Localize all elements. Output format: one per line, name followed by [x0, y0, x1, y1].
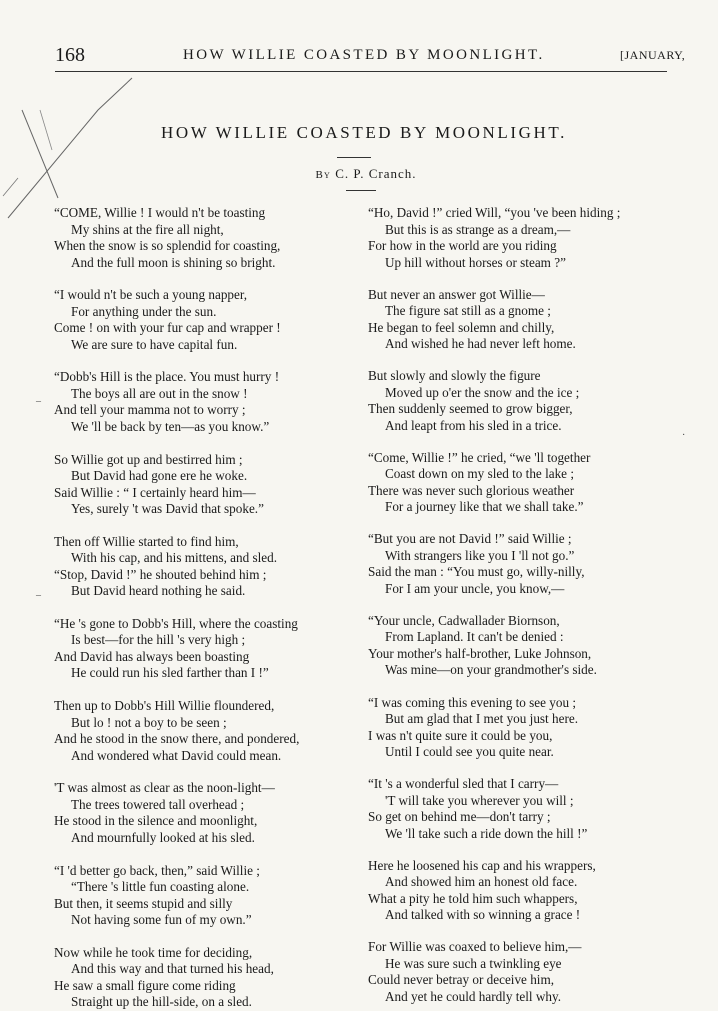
poem-line: 'T will take you wherever you will ;	[385, 792, 574, 808]
poem-right-column	[368, 205, 668, 1005]
poem-line: Said the man : “You must go, willy-nilly,	[368, 564, 585, 580]
poem-line: But then, it seems stupid and silly	[54, 895, 233, 911]
poem-line: And this way and that turned his head,	[71, 961, 274, 977]
poem-line: “But you are not David !” said Willie ;	[368, 531, 572, 547]
stanza	[54, 863, 354, 929]
poem-line: He saw a small figure come riding	[54, 977, 236, 993]
poem-line: From Lapland. It can't be denied :	[385, 629, 564, 645]
poem-line: There was never such glorious weather	[368, 482, 575, 498]
stanza	[368, 287, 668, 353]
poem-line: He stood in the silence and moonlight,	[54, 813, 258, 829]
poem-line: Straight up the hill-side, on a sled.	[71, 994, 252, 1010]
poem-line: For anything under the sun.	[71, 303, 217, 319]
byline	[0, 166, 718, 182]
poem-line: “I was coming this evening to see you ;	[368, 694, 577, 710]
poem-line: Not having some fun of my own.”	[71, 912, 252, 927]
poem-line: And talked with so winning a grace !	[385, 907, 581, 923]
poem-line: And David has always been boasting	[54, 648, 250, 664]
stanza	[54, 369, 354, 435]
stanza	[368, 695, 668, 761]
poem-line: But David heard nothing he said.	[71, 583, 246, 599]
poem-line: But never an answer got Willie—	[368, 286, 545, 302]
poem-line: He was sure such a twinkling eye	[385, 955, 562, 971]
margin-speck: –	[36, 590, 41, 601]
stanza	[368, 531, 668, 597]
poem-line: The boys all are out in the snow !	[71, 385, 248, 401]
poem-line: “Come, Willie !” he cried, “we 'll together	[368, 449, 591, 465]
byline-prefix: By	[315, 169, 331, 181]
article-title: HOW WILLIE COASTED BY MOONLIGHT.	[160, 123, 567, 142]
poem-line: And wished he had never left home.	[385, 336, 576, 352]
poem-line: When the snow is so splendid for coasting,	[54, 238, 281, 253]
poem-line: “I 'd better go back, then,” said Willie ;	[54, 862, 260, 878]
stanza	[54, 205, 354, 271]
poem-line: “Ho, David !” cried Will, “you 've been hiding ;	[368, 205, 621, 220]
poem-line: Moved up o'er the snow and the ice ;	[385, 384, 580, 400]
poem-line: 'T was almost as clear as the noon-light—	[54, 780, 275, 796]
poem-line: “Dobb's Hill is the place. You must hurry !	[54, 369, 280, 385]
stanza	[368, 939, 668, 1005]
poem-line: Come ! on with your fur cap and wrapper !	[54, 320, 281, 336]
stanza	[54, 780, 354, 846]
header-rule	[55, 71, 667, 72]
stanza	[54, 534, 354, 600]
margin-speck: ·	[682, 430, 686, 441]
poem-line: “COME, Willie ! I would n't be toasting	[54, 205, 266, 220]
poem-line: Yes, surely 't was David that spoke.”	[71, 501, 264, 517]
poem-line: Up hill without horses or steam ?”	[385, 254, 566, 270]
page-number: 168	[55, 44, 85, 66]
stanza	[54, 287, 354, 353]
poem-line: Was mine—on your grandmother's side.	[385, 662, 597, 678]
poem-line: “I would n't be such a young napper,	[54, 287, 248, 303]
poem-line: For how in the world are you riding	[368, 238, 557, 253]
stanza	[368, 776, 668, 842]
poem-line: The trees towered tall overhead ;	[71, 796, 245, 812]
poem-line: The figure sat still as a gnome ;	[385, 303, 551, 319]
poem-line: And yet he could hardly tell why.	[385, 988, 562, 1004]
poem-line: But this is as strange as a dream,—	[385, 221, 571, 237]
stanza	[54, 616, 354, 682]
poem-line: I was n't quite sure it could be you,	[368, 727, 553, 743]
poem-line: For a journey like that we shall take.”	[385, 499, 584, 515]
stanza	[368, 450, 668, 516]
poem-line: And mournfully looked at his sled.	[71, 829, 255, 845]
poem-line: For Willie was coaxed to believe him,—	[368, 939, 582, 955]
poem-line: He could run his sled farther than I !”	[71, 665, 269, 681]
stanza	[54, 698, 354, 764]
stanza	[368, 205, 668, 271]
byline-author: C. P. Cranch.	[335, 166, 417, 181]
poem-line: And tell your mamma not to worry ;	[54, 402, 246, 418]
poem-line: And showed him an honest old face.	[385, 874, 578, 890]
running-title: HOW WILLIE COASTED BY MOONLIGHT.	[183, 47, 545, 63]
poem-line: “There 's little fun coasting alone.	[71, 879, 250, 894]
byline-rule	[346, 190, 376, 191]
poem-line: And leapt from his sled in a trice.	[385, 417, 562, 433]
poem-line: We are sure to have capital fun.	[71, 336, 238, 352]
stanza	[54, 945, 354, 1011]
poem-line: With his cap, and his mittens, and sled.	[71, 550, 278, 566]
poem-line: With strangers like you I 'll not go.”	[385, 547, 575, 563]
poem-line: “It 's a wonderful sled that I carry—	[368, 776, 559, 792]
poem-line: For I am your uncle, you know,—	[385, 580, 565, 596]
poem-line: He began to feel solemn and chilly,	[368, 319, 555, 335]
poem-line: Coast down on my sled to the lake ;	[385, 466, 574, 482]
poem-line: Then up to Dobb's Hill Willie floundered,	[54, 698, 275, 714]
poem-line: And the full moon is shining so bright.	[71, 254, 276, 270]
poem-line: And he stood in the snow there, and pondered,	[54, 731, 300, 747]
poem-line: My shins at the fire all night,	[71, 221, 224, 237]
stanza	[368, 858, 668, 924]
margin-speck: –	[36, 396, 41, 407]
poem-line: “Stop, David !” he shouted behind him ;	[54, 566, 267, 582]
poem-line: And wondered what David could mean.	[71, 747, 282, 763]
poem-line: Until I could see you quite near.	[385, 744, 554, 760]
poem-line: “He 's gone to Dobb's Hill, where the coasting	[54, 615, 298, 631]
poem-line: What a pity he told him such whappers,	[368, 890, 578, 906]
poem-line: But slowly and slowly the figure	[368, 368, 541, 384]
poem-line: But David had gone ere he woke.	[71, 468, 248, 484]
poem-line: Then suddenly seemed to grow bigger,	[368, 401, 573, 417]
poem-left-column	[54, 205, 354, 1011]
poem-line: Then off Willie started to find him,	[54, 533, 239, 549]
header-month: [JANUARY,	[620, 48, 686, 62]
poem-line: Could never betray or deceive him,	[368, 972, 555, 988]
stanza	[54, 452, 354, 518]
poem-line: Your mother's half-brother, Luke Johnson,	[368, 645, 592, 661]
poem-line: So get on behind me—don't tarry ;	[368, 809, 551, 825]
title-rule	[337, 157, 371, 158]
poem-line: Here he loosened his cap and his wrappers,	[368, 857, 596, 873]
poem-line: “Your uncle, Cadwallader Biornson,	[368, 612, 560, 628]
poem-line: But lo ! not a boy to be seen ;	[71, 714, 227, 730]
poem-line: Said Willie : “ I certainly heard him—	[54, 484, 256, 500]
poem-line: But am glad that I met you just here.	[385, 711, 579, 727]
poem-line: Is best—for the hill 's very high ;	[71, 632, 246, 648]
poem-line: So Willie got up and bestirred him ;	[54, 451, 243, 467]
poem-line: Now while he took time for deciding,	[54, 944, 253, 960]
stanza	[368, 368, 668, 434]
page-header	[0, 44, 718, 68]
stanza	[368, 613, 668, 679]
poem-line: We 'll take such a ride down the hill !”	[385, 825, 588, 841]
poem-line: We 'll be back by ten—as you know.”	[71, 418, 270, 434]
